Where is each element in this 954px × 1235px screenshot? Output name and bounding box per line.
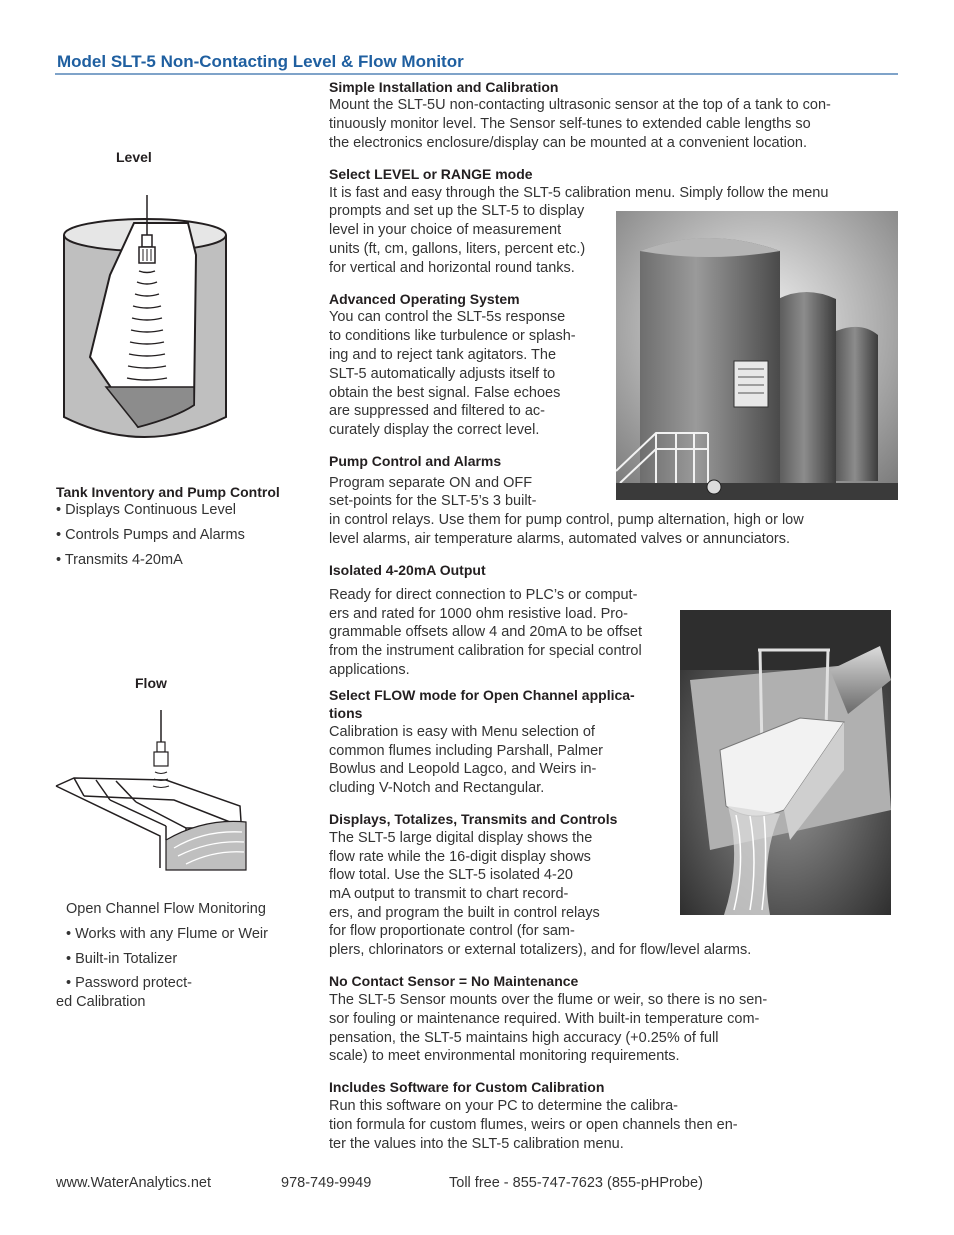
tank-bullet-3: • Transmits 4-20mA	[56, 552, 183, 568]
storage-tanks-photo	[616, 211, 898, 500]
footer-tollfree: Toll free - 855-747-7623 (855-pHProbe)	[449, 1175, 703, 1191]
footer-phone: 978-749-9949	[281, 1175, 372, 1191]
nocontact-line-4: scale) to meet environmental monitoring requirements.	[329, 1048, 680, 1064]
mode-heading: Select LEVEL or RANGE mode	[329, 166, 533, 182]
mode-line-2: prompts and set up the SLT-5 to display	[329, 203, 585, 219]
displays-line-2: flow rate while the 16-digit display shows	[329, 849, 591, 865]
displays-line-1: The SLT-5 large digital display shows the	[329, 830, 593, 846]
output-line-4: from the instrument calibration for special control	[329, 643, 642, 659]
advanced-line-5: obtain the best signal. False echoes	[329, 385, 561, 401]
advanced-heading: Advanced Operating System	[329, 291, 520, 307]
advanced-line-1: You can control the SLT-5s response	[329, 309, 566, 325]
pump-line-4: level alarms, air temperature alarms, automated valves or annunciators.	[329, 531, 790, 547]
level-label: Level	[116, 149, 152, 165]
displays-line-5: ers, and program the built in control relays	[329, 905, 600, 921]
tank-bullet-1: • Displays Continuous Level	[56, 502, 236, 518]
software-line-2: tion formula for custom flumes, weirs or open channels then en-	[329, 1117, 738, 1133]
pump-heading: Pump Control and Alarms	[329, 453, 502, 469]
displays-line-4: mA output to transmit to chart record-	[329, 886, 569, 902]
mode-line-1: It is fast and easy through the SLT-5 calibration menu. Simply follow the menu	[329, 185, 829, 201]
pump-line-3: in control relays. Use them for pump control, pump alternation, high or low	[329, 512, 804, 528]
flow-heading: Open Channel Flow Monitoring	[66, 901, 266, 917]
output-line-2: ers and rated for 1000 ohm resistive load. Pro-	[329, 606, 629, 622]
flowmode-heading-1: Select FLOW mode for Open Channel applica-	[329, 687, 635, 703]
install-heading: Simple Installation and Calibration	[329, 79, 559, 95]
mode-line-3: level in your choice of measurement	[329, 222, 562, 238]
tank-heading: Tank Inventory and Pump Control	[56, 484, 280, 500]
footer-website[interactable]: www.WaterAnalytics.net	[56, 1175, 211, 1191]
displays-line-3: flow total. Use the SLT-5 isolated 4-20	[329, 867, 573, 883]
flowmode-line-4: cluding V-Notch and Rectangular.	[329, 780, 545, 796]
page-title: Model SLT-5 Non-Contacting Level & Flow Monitor	[57, 52, 464, 71]
nocontact-line-2: sor fouling or maintenance required. With built-in temperature com-	[329, 1011, 760, 1027]
tank-level-diagram	[56, 195, 232, 455]
tank-bullet-2: • Controls Pumps and Alarms	[56, 527, 245, 543]
output-line-1: Ready for direct connection to PLC’s or comput-	[329, 587, 638, 603]
install-line-1: Mount the SLT-5U non-contacting ultrasonic sensor at the top of a tank to con-	[329, 97, 831, 113]
install-line-3: the electronics enclosure/display can be mounted at a convenient location.	[329, 135, 807, 151]
nocontact-line-3: pensation, the SLT-5 maintains high accuracy (+0.25% of full	[329, 1030, 719, 1046]
advanced-line-3: ing and to reject tank agitators. The	[329, 347, 557, 363]
advanced-line-6: are suppressed and filtered to ac-	[329, 403, 546, 419]
software-heading: Includes Software for Custom Calibration	[329, 1079, 605, 1095]
mode-line-4: units (ft, cm, gallons, liters, percent etc.)	[329, 241, 586, 257]
software-line-1: Run this software on your PC to determine the calibra-	[329, 1098, 678, 1114]
output-heading: Isolated 4-20mA Output	[329, 562, 486, 578]
software-line-3: ter the values into the SLT-5 calibration menu.	[329, 1136, 624, 1152]
flow-label: Flow	[135, 675, 167, 691]
flow-bullet-2: • Built-in Totalizer	[66, 951, 178, 967]
flowmode-line-1: Calibration is easy with Menu selection of	[329, 724, 595, 740]
flow-bullet-3: • Password protect-	[66, 975, 192, 991]
output-line-3: grammable offsets allow 4 and 20mA to be offset	[329, 624, 643, 640]
flume-installation-photo	[680, 610, 891, 915]
advanced-line-2: to conditions like turbulence or splash-	[329, 328, 576, 344]
pump-line-1: Program separate ON and OFF	[329, 475, 533, 491]
flowmode-heading-2: tions	[329, 705, 363, 721]
nocontact-heading: No Contact Sensor = No Maintenance	[329, 973, 579, 989]
flow-bullet-1: • Works with any Flume or Weir	[66, 926, 268, 942]
flowmode-line-3: Bowlus and Leopold Lagco, and Weirs in-	[329, 761, 597, 777]
title-divider	[55, 73, 898, 75]
flow-bullet-3-cont: ed Calibration	[56, 994, 146, 1010]
displays-heading: Displays, Totalizes, Transmits and Controls	[329, 811, 618, 827]
output-line-5: applications.	[329, 662, 410, 678]
nocontact-line-1: The SLT-5 Sensor mounts over the flume or weir, so there is no sen-	[329, 992, 768, 1008]
advanced-line-4: SLT-5 automatically adjusts itself to	[329, 366, 556, 382]
displays-line-6: for flow proportionate control (for sam-	[329, 923, 575, 939]
flowmode-line-2: common flumes including Parshall, Palmer	[329, 743, 603, 759]
displays-line-7: plers, chlorinators or external totalizers), and for flow/level alarms.	[329, 942, 752, 958]
install-line-2: tinuously monitor level. The Sensor self-tunes to extended cable lengths so	[329, 116, 811, 132]
advanced-line-7: curately display the correct level.	[329, 422, 540, 438]
flume-flow-diagram	[54, 710, 250, 872]
pump-line-2: set-points for the SLT-5’s 3 built-	[329, 493, 537, 509]
mode-line-5: for vertical and horizontal round tanks.	[329, 260, 575, 276]
